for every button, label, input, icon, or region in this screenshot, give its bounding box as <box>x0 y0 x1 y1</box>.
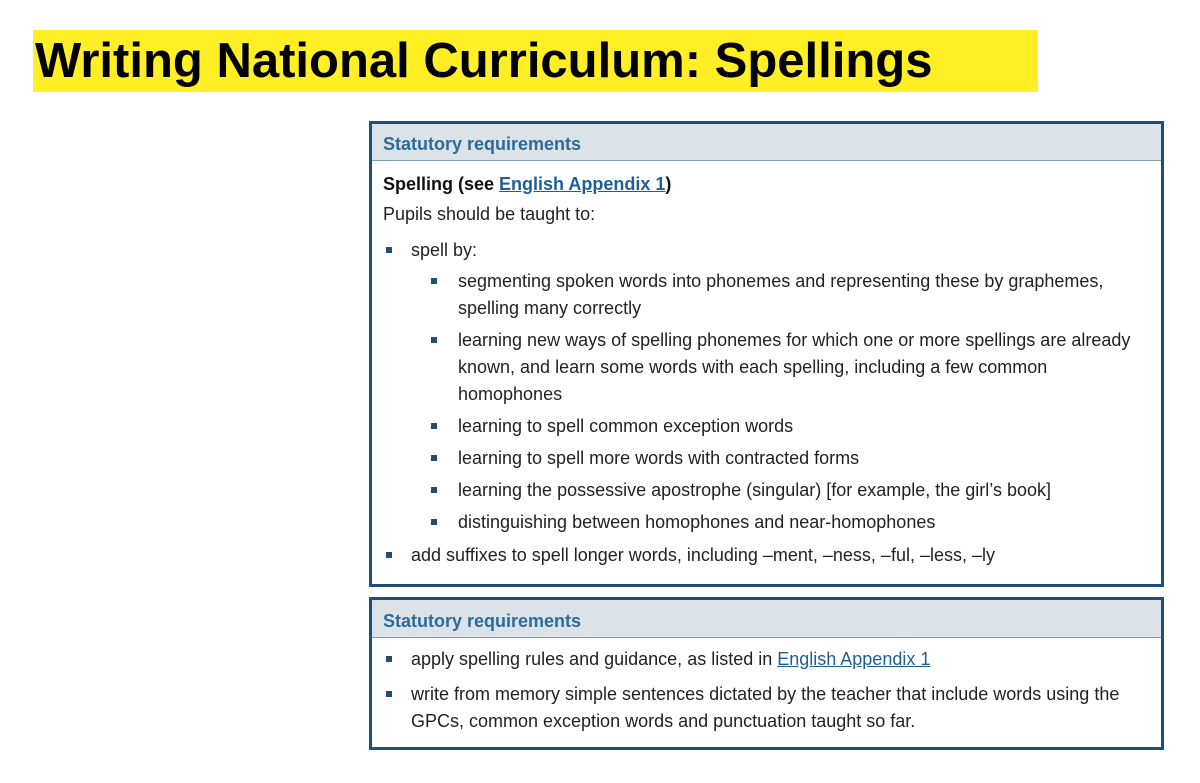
english-appendix-1-link[interactable]: English Appendix 1 <box>499 174 666 194</box>
spelling-heading-suffix: ) <box>665 174 672 194</box>
list-item-text: learning to spell more words with contracted forms <box>458 448 860 468</box>
list-item-text: write from memory simple sentences dictated by the teacher that include words using the GPCs, common exception words and punctuation taught so far. <box>411 684 1120 731</box>
list-item <box>411 413 1161 440</box>
square-bullet-icon <box>431 337 437 343</box>
requirements-list <box>383 237 1161 569</box>
list-item-text: segmenting spoken words into phonemes and representing these by graphemes, spelling many correctly <box>458 271 1104 318</box>
box-header: Statutory requirements <box>372 600 1161 638</box>
list-item-text: distinguishing between homophones and near-homophones <box>458 512 936 532</box>
list-item-spell-by <box>383 237 1161 536</box>
statutory-requirements-box-spelling <box>369 121 1164 587</box>
requirements-list <box>383 646 1161 735</box>
list-item-text: learning the possessive apostrophe (singular) [for example, the girl’s book] <box>458 480 1051 500</box>
spelling-heading-prefix: Spelling (see <box>383 174 500 194</box>
list-item-suffixes <box>383 542 1161 569</box>
list-item-text: learning new ways of spelling phonemes for which one or more spellings are already known, and learn some words with each spelling, including a few common homophones <box>458 330 1131 404</box>
statutory-requirements-box-rules <box>369 597 1164 750</box>
square-bullet-icon <box>431 519 437 525</box>
list-item-apply-rules <box>383 646 1161 673</box>
spell-by-sublist <box>411 268 1161 536</box>
square-bullet-icon <box>386 552 392 558</box>
square-bullet-icon <box>386 691 392 697</box>
list-item-text: add suffixes to spell longer words, including –ment, –ness, –ful, –less, –ly <box>411 545 995 565</box>
list-item-text: apply spelling rules and guidance, as listed in <box>411 649 778 669</box>
box-header: Statutory requirements <box>372 124 1161 161</box>
list-item <box>411 509 1161 536</box>
english-appendix-1-link[interactable]: English Appendix 1 <box>777 649 931 669</box>
box-body <box>372 638 1161 735</box>
list-item <box>411 327 1161 408</box>
list-item <box>411 477 1161 504</box>
square-bullet-icon <box>431 423 437 429</box>
square-bullet-icon <box>386 656 392 662</box>
spelling-heading <box>383 171 1161 201</box>
box-body <box>372 161 1161 569</box>
square-bullet-icon <box>431 455 437 461</box>
square-bullet-icon <box>431 278 437 284</box>
list-item-text: spell by: <box>411 240 478 260</box>
list-item <box>411 268 1161 322</box>
list-item-text: learning to spell common exception words <box>458 416 794 436</box>
square-bullet-icon <box>431 487 437 493</box>
intro-text: Pupils should be taught to: <box>383 204 596 224</box>
list-item-dictation <box>383 681 1161 735</box>
square-bullet-icon <box>386 247 392 253</box>
list-item <box>411 445 1161 472</box>
page-title: Writing National Curriculum: Spellings <box>33 30 1038 92</box>
